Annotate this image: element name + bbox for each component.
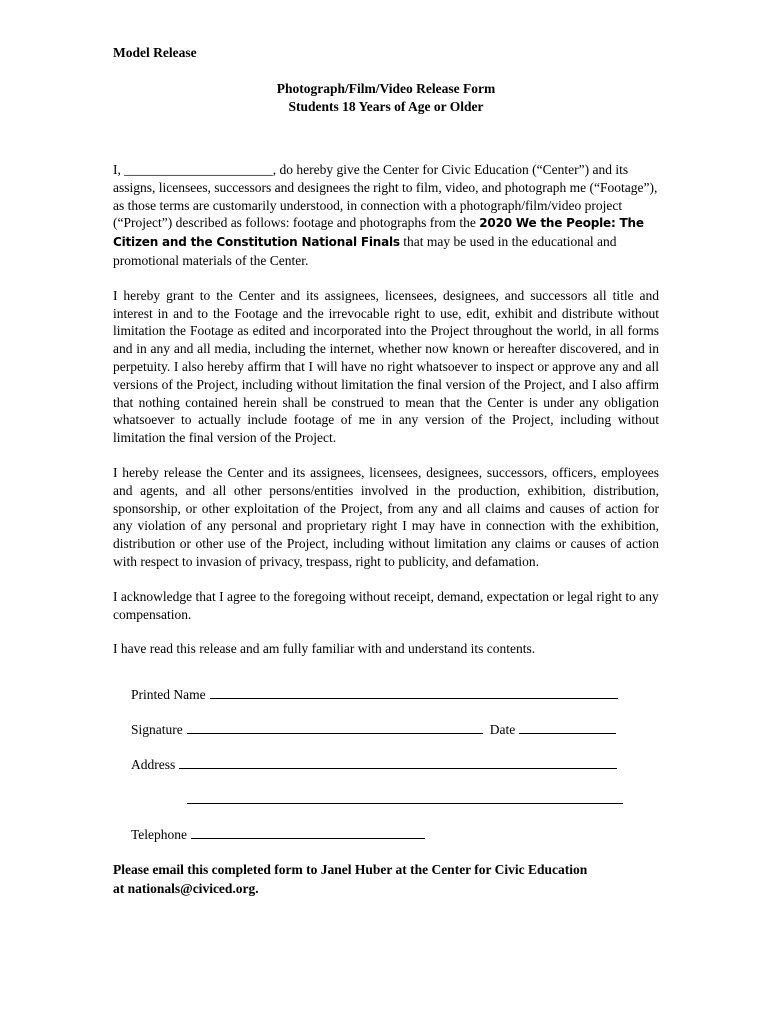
acknowledgement-paragraph: I have read this release and am fully familiar with and understand its contents. bbox=[113, 641, 536, 657]
printed-name-row bbox=[131, 685, 659, 703]
address-field-line-2[interactable] bbox=[187, 790, 623, 804]
form-title-line-1: Photograph/Film/Video Release Form bbox=[276, 81, 496, 96]
document-label: Model Release bbox=[113, 45, 197, 60]
address-row bbox=[131, 755, 659, 773]
address-row-2 bbox=[131, 790, 659, 808]
date-label: Date bbox=[489, 722, 516, 738]
submission-instructions bbox=[113, 860, 659, 898]
compensation-paragraph: I acknowledge that I agree to the foregoing without receipt, demand, expectation or legal right to any compensation. bbox=[113, 588, 659, 622]
grant-text-a: , do hereby give the Center for Civic Education (“Center”) and its assigns, licensees, successors and designees the right to film, video, and photograph me (“Footage”), as those terms are customarily understood, in connection with a photograph/film/video project (“Project”) described as follows: footage and photographs from the bbox=[113, 162, 658, 231]
signature-row bbox=[131, 720, 659, 738]
grant-paragraph bbox=[113, 161, 659, 270]
form-title-line-2: Students 18 Years of Age or Older bbox=[288, 99, 484, 114]
telephone-label: Telephone bbox=[131, 827, 188, 843]
telephone-field[interactable] bbox=[191, 825, 425, 839]
printed-name-field[interactable] bbox=[210, 685, 618, 699]
name-blank[interactable]: ______________________ bbox=[124, 162, 273, 177]
form-title bbox=[113, 80, 659, 116]
signature-fields bbox=[131, 685, 659, 843]
signature-label: Signature bbox=[131, 722, 183, 738]
printed-name-label: Printed Name bbox=[131, 687, 206, 703]
telephone-row bbox=[131, 825, 659, 843]
grant-text-b: that may be used in the educational and promotional materials of the Center. bbox=[113, 234, 617, 268]
intro-pronoun: I, bbox=[113, 162, 121, 177]
rights-paragraph: I hereby grant to the Center and its assignees, licensees, designees, and successors all title and interest in and to the Footage and the irrevocable right to use, edit, exhibit and distribute without limitation the Footage as edited and incorporated into the Project throughout the world, in all forms and in any and all media, including the internet, whether now known or hereafter discovered, and in perpetuity. I also hereby affirm that I will have no right whatsoever to inspect or approve any and all versions of the Project, including without limitation the final version of the Project, and I also affirm that nothing contained herein shall be construed to mean that the Center is under any obligation whatsoever to actually include footage of me in any version of the Project, including without limitation the final version of the Project. bbox=[113, 287, 659, 446]
date-field[interactable] bbox=[519, 720, 616, 734]
submission-line-2: at nationals@civiced.org. bbox=[113, 881, 259, 897]
release-paragraph: I hereby release the Center and its assignees, licensees, designees, successors, officers, employees and agents, and all other persons/entities involved in the production, exhibition, distribution, sponsorship, or other exploitation of the Project, from any and all claims and causes of action for any violation of any personal and proprietary right I may have in connection with the exhibition, distribution or other use of the Project, including without limitation any claims or causes of action with respect to invasion of privacy, trespass, right to publicity, and defamation. bbox=[113, 464, 659, 569]
address-field-line-1[interactable] bbox=[179, 755, 617, 769]
release-form-page bbox=[113, 44, 659, 898]
submission-line-1: Please email this completed form to Janel Huber at the Center for Civic Education bbox=[113, 862, 588, 878]
address-label: Address bbox=[131, 757, 176, 773]
signature-field[interactable] bbox=[187, 720, 483, 734]
event-name: 2020 We the People: The Citizen and the Constitution National Finals bbox=[113, 216, 644, 250]
